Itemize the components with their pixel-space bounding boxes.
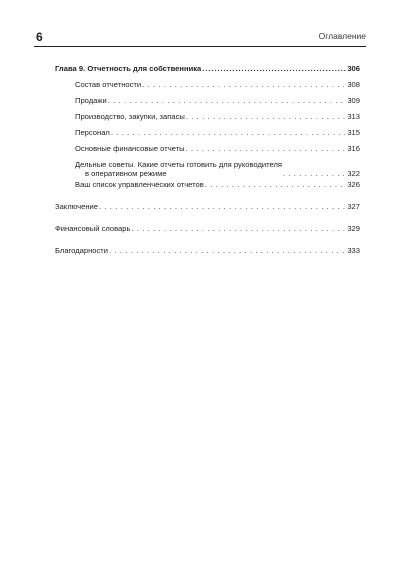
- toc-entry-title: Глава 9. Отчетность для собственника: [55, 64, 202, 73]
- toc-section-entry: [75, 112, 360, 121]
- toc-leader-dots: [131, 224, 346, 233]
- toc-endmatter-entry: [55, 202, 360, 211]
- toc-entry-title: Производство, закупки, запасы: [75, 112, 185, 121]
- toc-leader-dots: [283, 169, 346, 178]
- toc-chapter-entry: [55, 64, 360, 73]
- toc-leader-dots: [99, 202, 346, 211]
- page-header: [34, 26, 366, 47]
- toc-endmatter-entry: [55, 246, 360, 255]
- toc-entry-title: Состав отчетности: [75, 80, 142, 89]
- toc-entry-title-line2: в оперативном режиме: [85, 169, 167, 178]
- toc-entry-page: 316: [347, 144, 360, 153]
- toc-entry-title-line1: Дельные советы. Какие отчеты готовить для руководителя: [75, 160, 283, 169]
- toc-entry-page: 329: [347, 224, 360, 233]
- toc-entry-page: 333: [347, 246, 360, 255]
- toc-leader-dots: [186, 144, 347, 153]
- toc-entry-title: [75, 160, 282, 178]
- toc-entry-page: 308: [347, 80, 360, 89]
- toc-entry-title: Ваш список управленческих отчетов: [75, 180, 204, 189]
- toc-entry-title: Продажи: [75, 96, 107, 105]
- toc-entry-title: Основные финансовые отчеты: [75, 144, 185, 153]
- toc-leader-dots: [142, 80, 346, 89]
- page-number: 6: [36, 30, 43, 44]
- running-title: Оглавление: [318, 31, 366, 41]
- toc-section-entry: [75, 80, 360, 89]
- toc-entry-title: Финансовый словарь: [55, 224, 131, 233]
- toc-entry-title: Персонал: [75, 128, 110, 137]
- toc-entry-title: Благодарности: [55, 246, 109, 255]
- toc-section-entry: [75, 144, 360, 153]
- toc-leader-dots: [202, 64, 346, 73]
- toc-entry-page: 306: [347, 64, 360, 73]
- toc-entry-page: 309: [347, 96, 360, 105]
- toc-entry-title: Заключение: [55, 202, 99, 211]
- toc-entry-page: 327: [347, 202, 360, 211]
- toc-entry-page: 322: [347, 169, 360, 178]
- toc-leader-dots: [111, 128, 346, 137]
- toc-leader-dots: [205, 180, 347, 189]
- toc-endmatter-entry: [55, 224, 360, 233]
- toc-leader-dots: [109, 246, 346, 255]
- toc-leader-dots: [186, 112, 346, 121]
- toc-section-entry: [75, 96, 360, 105]
- toc-section-entry: [75, 160, 360, 178]
- toc-section-entry: [75, 128, 360, 137]
- toc-entry-page: 313: [347, 112, 360, 121]
- toc-leader-dots: [108, 96, 347, 105]
- toc-section-entry: [75, 180, 360, 189]
- toc-entry-page: 315: [347, 128, 360, 137]
- toc-entry-page: 326: [347, 180, 360, 189]
